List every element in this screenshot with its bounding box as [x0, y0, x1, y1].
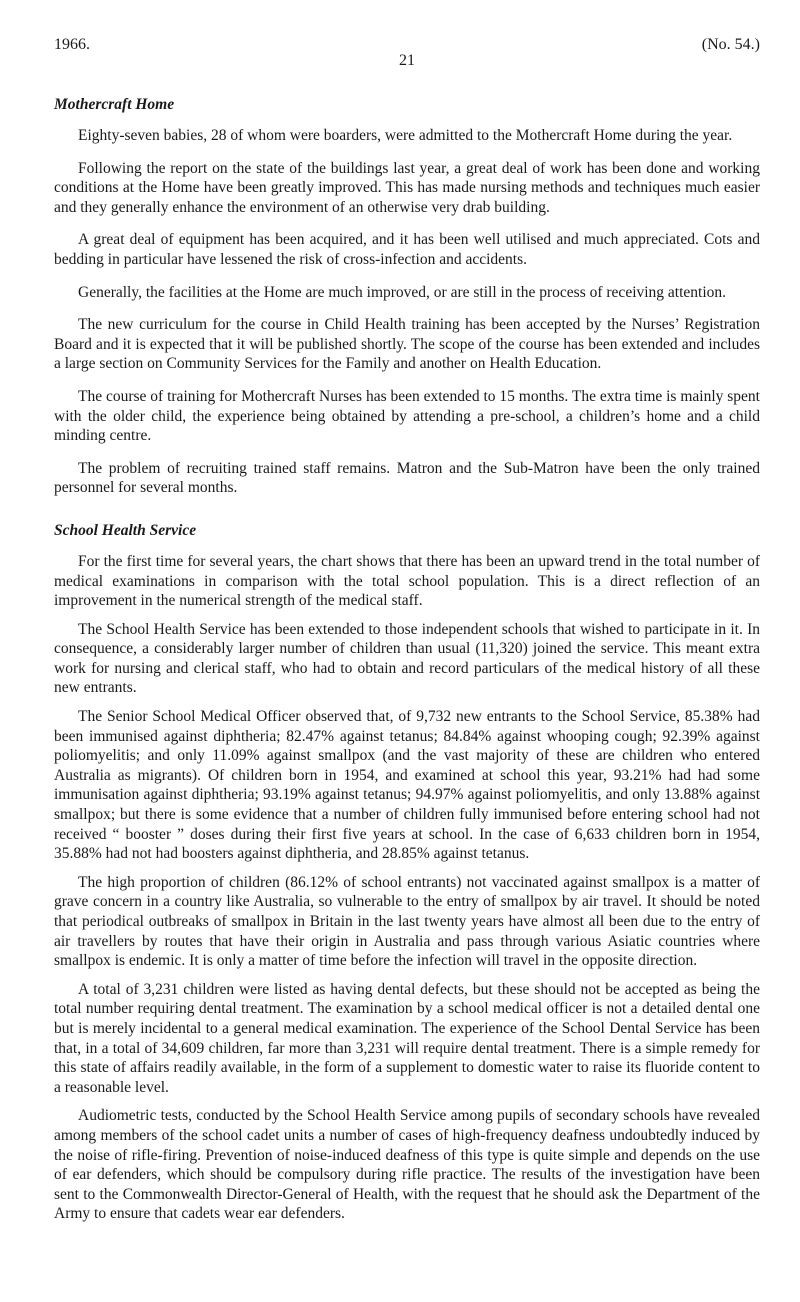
paragraph: The high proportion of children (86.12% of school entrants) not vaccinated against smallpox is a matter of grave concern in a country like Australia, so vulnerable to the entry of smallpox by air travel. It should be noted that periodical outbreaks of smallpox in Britain in the last twenty years have almost all been due to the entry of air travellers by routes that have their origin in Australia and pass through various Asiatic countries where smallpox is endemic. It is only a matter of time before the infection will travel in the opposite direction.	[54, 873, 760, 970]
header-report-number: (No. 54.)	[701, 36, 760, 53]
paragraph: The problem of recruiting trained staff remains. Matron and the Sub-Matron have been the only trained personnel for several months.	[54, 459, 760, 497]
paragraph: Generally, the facilities at the Home are much improved, or are still in the process of receiving attention.	[78, 283, 727, 301]
paragraph: The course of training for Mothercraft Nurses has been extended to 15 months. The extra time is mainly spent with the older child, the experience being obtained by attending a pre-school, a children’s home and a child minding centre.	[54, 387, 760, 445]
paragraph: Following the report on the state of the buildings last year, a great deal of work has been done and working conditions at the Home have been greatly improved. This has made nursing methods and techniques much easier and they generally enhance the environment of an otherwise very drab building.	[54, 159, 760, 216]
paragraph: Eighty-seven babies, 28 of whom were boarders, were admitted to the Mothercraft Home during the year.	[78, 127, 733, 144]
page-header	[54, 36, 760, 88]
mothercraft-home-section	[54, 96, 760, 498]
section-heading: School Health Service	[54, 521, 197, 539]
school-health-service-section	[54, 522, 760, 1224]
paragraph: A total of 3,231 children were listed as having dental defects, but these should not be accepted as being the total number requiring dental treatment. The examination by a school medical officer is not a detailed dental one but is merely incidental to a general medical examination. The experience of the School Dental Service has been that, in a total of 34,609 children, far more than 3,231 will require dental treatment. There is a simple remedy for this state of affairs readily available, in the form of a supplement to domestic water to raise its fluoride content to a reasonable level.	[54, 980, 760, 1096]
paragraph: Audiometric tests, conducted by the School Health Service among pupils of secondary schools have revealed among members of the school cadet units a number of cases of high-frequency deafness undoubtedly induced by the noise of rifle-firing. Prevention of noise-induced deafness of this type is quite simple and depends on the use of ear defenders, which should be compulsory during rifle practice. The results of the investigation have been sent to the Commonwealth Director-General of Health, with the request that he should ask the Department of the Army to ensure that cadets wear ear defenders.	[54, 1107, 760, 1223]
header-year: 1966.	[54, 36, 90, 53]
paragraph: The Senior School Medical Officer observed that, of 9,732 new entrants to the School Service, 85.38% had been immunised against diphtheria; 82.47% against tetanus; 84.84% against whooping cough; 92.39% against poliomyelitis; and only 11.09% against smallpox (and the vast majority of these are children who entered Australia as migrants). Of children born in 1954, and examined at school this year, 93.21% had had some immunisation against diphtheria; 93.19% against tetanus; 94.97% against poliomyelitis, and only 13.88% against smallpox; but there is some evidence that a number of children fully immunised before entering school had not received “ booster ” doses during their first five years at school. In the case of 6,633 children born in 1954, 35.88% had not had boosters against diphtheria, and 28.85% against tetanus.	[54, 708, 760, 863]
page-number: 21	[399, 52, 415, 69]
paragraph: For the first time for several years, the chart shows that there has been an upward trend in the total number of medical examinations in comparison with the total school population. This is a direct reflection of an improvement in the numerical strength of the medical staff.	[54, 552, 760, 610]
document-page	[54, 36, 760, 1233]
paragraph: A great deal of equipment has been acquired, and it has been well utilised and much appreciated. Cots and bedding in particular have lessened the risk of cross-infection and accidents.	[54, 231, 760, 268]
paragraph: The new curriculum for the course in Child Health training has been accepted by the Nurses’ Registration Board and it is expected that it will be published shortly. The scope of the course has been extended and includes a large section on Community Services for the Family and another on Health Education.	[54, 316, 760, 373]
section-heading: Mothercraft Home	[54, 96, 175, 113]
paragraph: The School Health Service has been extended to those independent schools that wished to participate in it. In consequence, a considerably larger number of children than usual (11,320) joined the service. This meant extra work for nursing and clerical staff, who had to obtain and record particulars of the medical history of all these new entrants.	[54, 620, 760, 697]
